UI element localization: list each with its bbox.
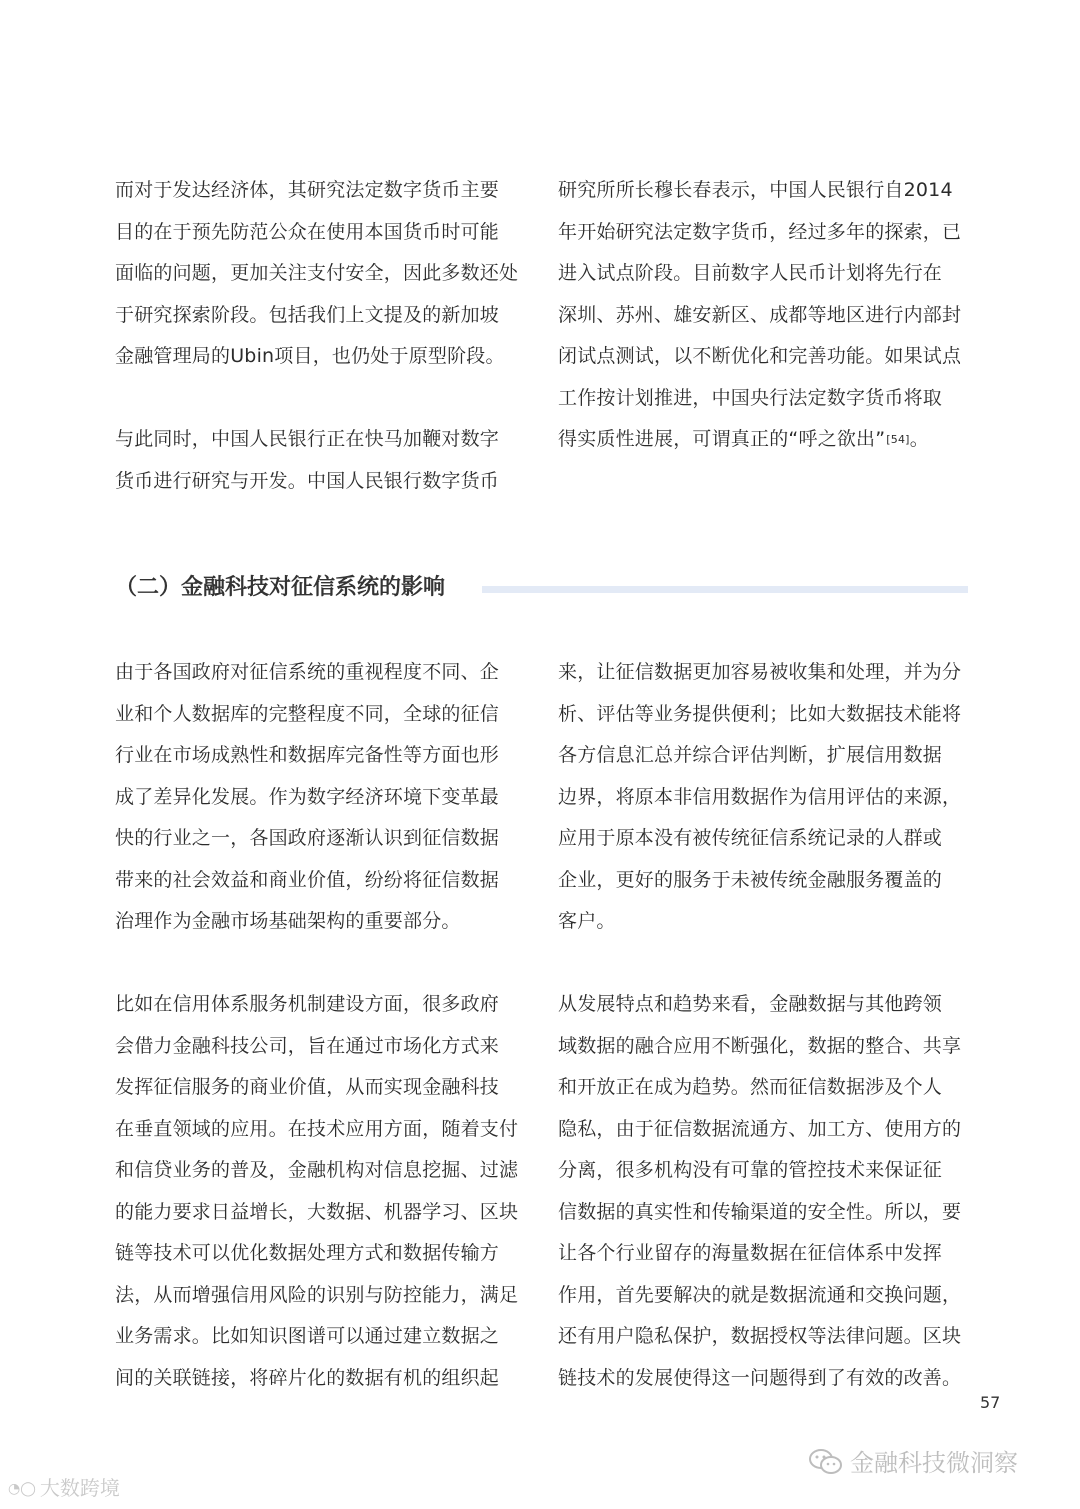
text-line: 于研究探索阶段。包括我们上文提及的新加坡 — [115, 303, 500, 326]
text-line: 研究所所长穆长春表示，中国人民银行自2014 — [558, 179, 953, 201]
text-line: 边界，将原本非信用数据作为信用评估的来源， — [558, 785, 962, 808]
text-line: 闭试点测试，以不断优化和完善功能。如果试点 — [558, 345, 962, 367]
text-line: 法，从而增强信用风险的识别与防控能力，满足 — [115, 1283, 519, 1306]
text-line: 信数据的真实性和传输渠道的安全性。所以，要 — [558, 1200, 962, 1223]
text-line: 各方信息汇总并综合评估判断，扩展信用数据 — [558, 744, 943, 766]
text-line: 间的关联链接，将碎片化的数据有机的组织起 — [115, 1366, 500, 1389]
watermark-left — [8, 1472, 120, 1504]
text-line: 目的在于预先防范公众在使用本国货币时可能 — [115, 220, 500, 243]
text-line: 与此同时，中国人民银行正在快马加鞭对数字 — [115, 428, 500, 450]
section1-left-column — [115, 170, 527, 502]
text-line: 成了差异化发展。作为数字经济环境下变革最 — [115, 785, 500, 808]
text-line: 会借力金融科技公司，旨在通过市场化方式来 — [115, 1034, 500, 1057]
text-line: 年开始研究法定数字货币，经过多年的探索，已 — [558, 220, 962, 243]
watermark-left-text: 大数跨境 — [39, 1476, 120, 1500]
text-line: 深圳、苏州、雄安新区、成都等地区进行内部封 — [558, 303, 962, 326]
text-line — [115, 378, 527, 420]
text-line: 还有用户隐私保护，数据授权等法律问题。区块 — [558, 1325, 962, 1347]
text-line: 应用于原本没有被传统征信系统记录的人群或 — [558, 827, 943, 849]
watermark-right — [808, 1443, 1018, 1483]
text-line: 分离，很多机构没有可靠的管控技术来保证征 — [558, 1159, 943, 1181]
text-line: 而对于发达经济体，其研究法定数字货币主要 — [115, 179, 500, 201]
text-line: 带来的社会效益和商业价值，纷纷将征信数据 — [115, 868, 500, 891]
citation-ref: [54] — [886, 433, 910, 446]
watermark-right-text: 金融科技微洞察 — [850, 1449, 1018, 1477]
text-line — [558, 419, 970, 461]
text-segment-end: 。 — [909, 428, 929, 450]
section2-right-column — [558, 652, 970, 1399]
text-line: 快的行业之一，各国政府逐渐认识到征信数据 — [115, 827, 500, 849]
text-line: 链等技术可以优化数据处理方式和数据传输方 — [115, 1242, 500, 1264]
text-line: 域数据的融合应用不断强化，数据的整合、共享 — [558, 1034, 962, 1057]
text-line: 进入试点阶段。目前数字人民币计划将先行在 — [558, 262, 943, 284]
text-line: 作用，首先要解决的就是数据流通和交换问题， — [558, 1283, 962, 1306]
text-line: 链技术的发展使得这一问题得到了有效的改善。 — [558, 1366, 962, 1389]
heading-decoration-bar — [482, 586, 968, 593]
text-line: 货币进行研究与开发。中国人民银行数字货币 — [115, 469, 500, 492]
text-line: 工作按计划推进，中国央行法定数字货币将取 — [558, 386, 943, 409]
text-line: 行业在市场成熟性和数据库完备性等方面也形 — [115, 744, 500, 766]
text-line: 比如在信用体系服务机制建设方面，很多政府 — [115, 993, 500, 1015]
text-line: 业务需求。比如知识图谱可以通过建立数据之 — [115, 1325, 500, 1347]
text-line: 隐私，由于征信数据流通方、加工方、使用方的 — [558, 1117, 962, 1140]
section2-left-column — [115, 652, 527, 1399]
text-line: 和开放正在成为趋势。然而征信数据涉及个人 — [558, 1076, 943, 1098]
section1-right-column — [558, 170, 970, 461]
text-line: 和信贷业务的普及，金融机构对信息挖掘、过滤 — [115, 1159, 519, 1181]
text-line: 在垂直领域的应用。在技术应用方面，随着支付 — [115, 1117, 519, 1140]
text-line: 金融管理局的Ubin项目，也仍处于原型阶段。 — [115, 345, 505, 367]
text-line: 的能力要求日益增长，大数据、机器学习、区块 — [115, 1200, 519, 1223]
text-line — [558, 943, 970, 985]
text-line: 让各个行业留存的海量数据在征信体系中发挥 — [558, 1242, 943, 1264]
text-line: 企业，更好的服务于未被传统金融服务覆盖的 — [558, 868, 943, 891]
text-line: 客户。 — [558, 910, 616, 932]
text-line: 析、评估等业务提供便利；比如大数据技术能将 — [558, 702, 962, 725]
section-heading: （二）金融科技对征信系统的影响 — [115, 575, 446, 600]
text-line: 面临的问题，更加关注支付安全，因此多数还处 — [115, 262, 519, 284]
page-number: 57 — [980, 1393, 1001, 1412]
text-line: 来，让征信数据更加容易被收集和处理，并为分 — [558, 661, 962, 683]
text-line: 从发展特点和趋势来看，金融数据与其他跨领 — [558, 993, 943, 1015]
watermark-logo-icon: ◔◯ — [8, 1481, 36, 1497]
text-line: 治理作为金融市场基础架构的重要部分。 — [115, 910, 461, 932]
text-line — [115, 943, 527, 985]
text-segment: 得实质性进展，可谓真正的“呼之欲出” — [558, 428, 886, 450]
text-line: 发挥征信服务的商业价值，从而实现金融科技 — [115, 1076, 500, 1098]
text-line: 由于各国政府对征信系统的重视程度不同、企 — [115, 661, 500, 683]
text-line: 业和个人数据库的完整程度不同，全球的征信 — [115, 702, 500, 725]
wechat-icon — [808, 1447, 844, 1477]
